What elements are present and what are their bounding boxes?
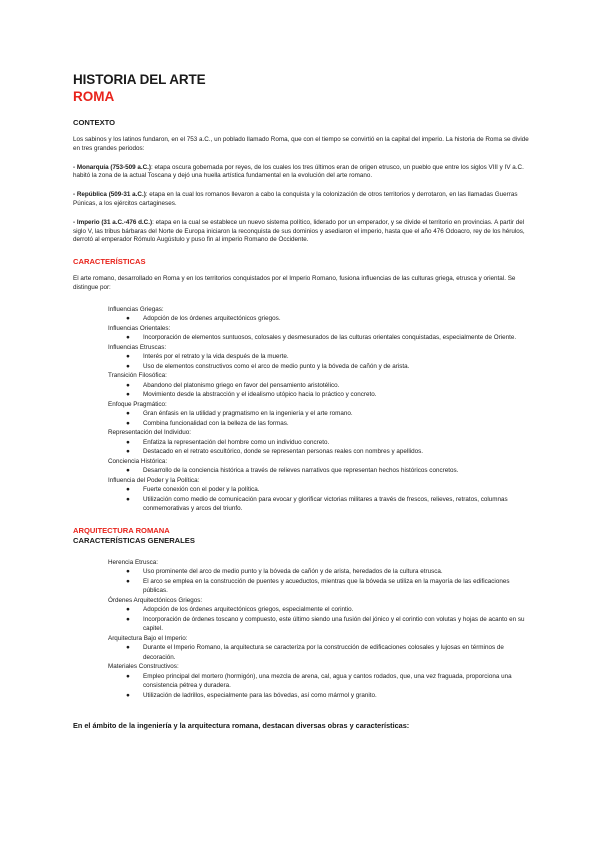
bullet-icon: ● [126, 353, 130, 361]
outline-bullet [108, 447, 531, 457]
bullet-icon: ● [126, 315, 130, 323]
outline-label: Materiales Constructivos: [108, 663, 179, 671]
outline-label: Conciencia Histórica: [108, 457, 168, 465]
bullet-icon: ● [126, 486, 130, 494]
outline-label: Arquitectura Bajo el Imperio: [108, 634, 188, 642]
bullet-icon: ● [126, 577, 130, 585]
outline-bullet [108, 691, 531, 701]
bullet-icon: ● [126, 410, 130, 418]
bullet-icon: ● [126, 615, 130, 623]
final-note: En el ámbito de la ingeniería y la arquitectura romana, destacan diversas obras y características: [73, 721, 410, 731]
outline-label: Órdenes Arquitectónicos Griegos: [108, 596, 203, 604]
outline-label: Influencias Etruscas: [108, 343, 167, 351]
outline-bullet [108, 419, 531, 429]
period-term: - Imperio (31 a.C.-476 d.C.) [73, 218, 153, 226]
outline-label: Influencias Griegas: [108, 305, 164, 313]
bullet-icon: ● [126, 672, 130, 680]
outline-label: Herencia Etrusca: [108, 558, 159, 566]
bullet-text: Utilización de ladrillos, especialmente para las bóvedas, así como mármol y granito. [143, 691, 377, 699]
outline-bullet [108, 615, 531, 634]
bullet-icon: ● [126, 467, 130, 475]
document-content [73, 72, 531, 731]
bullet-text: Abandono del platonismo griego en favor del pensamiento aristotélico. [143, 381, 340, 389]
bullet-text: Uso prominente del arco de medio punto y la bóveda de cañón y de arista, heredados de la cultura etrusca. [143, 568, 443, 576]
outline-bullet [108, 485, 531, 495]
bullet-text: Combina funcionalidad con la belleza de las formas. [143, 419, 289, 427]
bullet-icon: ● [126, 362, 130, 370]
document-title: HISTORIA DEL ARTE [73, 72, 206, 87]
period-text: : etapa oscura gobernada por reyes, de los cuales los tres últimos eran de origen etrusco, un pueblo que entre los siglos VIII y IV a.C. habitó la zona de la actual Toscana y dejó una huella artística fundamental en la evolución del arte romano. [73, 163, 524, 180]
bullet-text: Movimiento desde la abstracción y el idealismo utópico hacia lo práctico y concreto. [143, 391, 377, 399]
outline-bullet [108, 438, 531, 448]
outline-bullet [108, 314, 531, 324]
document-subtitle: ROMA [73, 89, 115, 104]
bullet-text: Gran énfasis en la utilidad y pragmatismo en la ingeniería y el arte romano. [143, 410, 353, 418]
outline-bullet [108, 605, 531, 615]
bullet-icon: ● [126, 691, 130, 699]
outline-bullet [108, 643, 531, 662]
bullet-text: Adopción de los órdenes arquitectónicos griegos, especialmente el corintio. [143, 606, 354, 614]
arquitectura-outline [108, 558, 531, 701]
caracteristicas-outline [108, 305, 531, 514]
bullet-text: Incorporación de elementos suntuosos, colosales y desmesurados de las culturas orientales conquistadas, especialmente de Oriente. [143, 334, 517, 342]
caracteristicas-intro: El arte romano, desarrollado en Roma y en los territorios conquistados por el Imperio Romano, fusiona influencias de las culturas griega, etrusca y oriental. Se distingue por: [73, 275, 516, 291]
contexto-intro: Los sabinos y los latinos fundaron, en el 753 a.C., un poblado llamado Roma, que con el tiempo se convirtió en la capital del imperio. La historia de Roma se divide en tres grandes periodos: [73, 136, 529, 152]
outline-bullet [108, 409, 531, 419]
bullet-icon: ● [126, 334, 130, 342]
bullet-text: El arco se emplea en la construcción de puentes y acueductos, mientras que la bóveda se utiliza en la mayoría de las edificaciones públicas. [143, 577, 510, 595]
bullet-text: Uso de elementos constructivos como el arco de medio punto y la bóveda de cañón y de arista. [143, 362, 410, 370]
bullet-text: Fuerte conexión con el poder y la política. [143, 486, 260, 494]
bullet-text: Empleo principal del mortero (hormigón), una mezcla de arena, cal, agua y cantos rodados, que, una vez fraguada, proporciona una consistencia pétrea y duradera. [143, 672, 512, 690]
outline-bullet [108, 495, 531, 514]
bullet-icon: ● [126, 606, 130, 614]
outline-bullet [108, 466, 531, 476]
period-text: : etapa en la cual se establece un nuevo sistema político, liderado por un emperador, y se divide el territorio en provincias. A partir del siglo V, las tribus bárbaras del Norte de Europa iniciaron la reconquista de sus dominios y asediaron el imperio, hasta que el año 476 Odoacro, rey de los hérulos, derrotó al emperador Rómulo Augústulo y puso fin al imperio Romano de Occidente. [73, 218, 525, 244]
period-monarquia [73, 164, 531, 182]
bullet-text: Interés por el retrato y la vida después de la muerte. [143, 353, 289, 361]
period-term: - Monarquía (753-509 a.C.) [73, 163, 152, 171]
outline-label: Influencia del Poder y la Política: [108, 476, 200, 484]
bullet-icon: ● [126, 644, 130, 652]
bullet-text: Adopción de los órdenes arquitectónicos griegos. [143, 315, 281, 323]
arquitectura-heading: ARQUITECTURA ROMANA [73, 525, 170, 535]
bullet-text: Destacado en el retrato escultórico, donde se representan personas reales con nombres y apellidos. [143, 448, 424, 456]
outline-label: Representación del Individuo: [108, 429, 191, 437]
outline-label: Transición Filosófica: [108, 372, 167, 380]
outline-label: Enfoque Pragmático: [108, 400, 167, 408]
outline-label: Influencias Orientales: [108, 324, 171, 332]
arquitectura-subheading: CARACTERÍSTICAS GENERALES [73, 535, 195, 545]
outline-bullet [108, 577, 531, 596]
bullet-text: Incorporación de órdenes toscano y compuesto, este último siendo una fusión del jónico y el corintio con volutas y hojas de acanto en su capitel. [143, 615, 525, 633]
bullet-icon: ● [126, 391, 130, 399]
bullet-icon: ● [126, 438, 130, 446]
outline-bullet [108, 381, 531, 391]
bullet-icon: ● [126, 419, 130, 427]
caracteristicas-heading: CARACTERÍSTICAS [73, 257, 146, 267]
outline-bullet [108, 333, 531, 343]
period-republica [73, 191, 531, 209]
bullet-text: Utilización como medio de comunicación para evocar y glorificar victorias militares a través de frescos, relieves, retratos, columnas conmemorativas y arcos del triunfo. [143, 495, 508, 513]
bullet-icon: ● [126, 448, 130, 456]
bullet-text: Desarrollo de la conciencia histórica a través de relieves narrativos que representan hechos históricos concretos. [143, 467, 459, 475]
contexto-heading: CONTEXTO [73, 118, 116, 127]
period-imperio [73, 219, 531, 245]
bullet-text: Durante el Imperio Romano, la arquitectura se caracteriza por la construcción de edificaciones colosales y lujosas en términos de decoración. [143, 644, 504, 661]
outline-bullet [108, 672, 531, 691]
outline-bullet [108, 390, 531, 400]
bullet-icon: ● [126, 568, 130, 576]
bullet-icon: ● [126, 381, 130, 389]
outline-bullet [108, 352, 531, 362]
outline-bullet [108, 567, 531, 577]
outline-bullet [108, 362, 531, 372]
bullet-icon: ● [126, 495, 130, 503]
period-term: - República (509-31 a.C.) [73, 191, 146, 199]
bullet-text: Enfatiza la representación del hombre como un individuo concreto. [143, 438, 330, 446]
period-text: : etapa en la cual los romanos llevaron a cabo la conquista y la colonización de otros territorios y derrotaron, en las llamadas Guerras Púnicas, a los ejércitos cartagineses. [73, 191, 518, 207]
